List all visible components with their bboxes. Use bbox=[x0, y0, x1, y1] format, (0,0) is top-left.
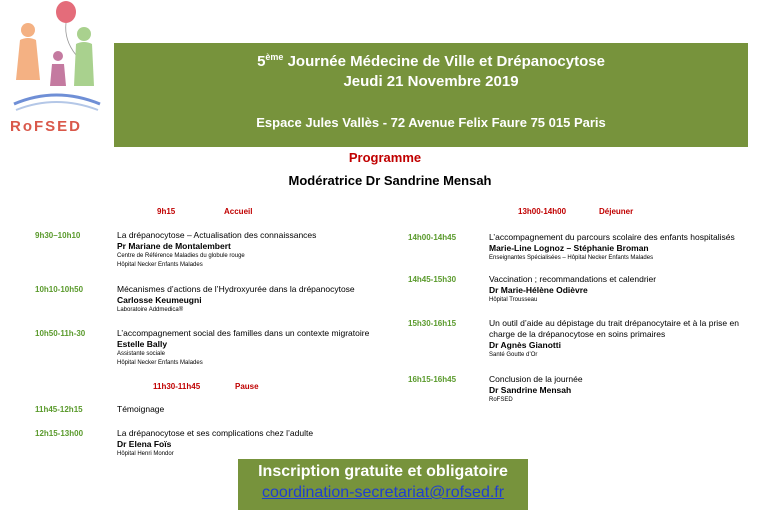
slot-block bbox=[489, 318, 739, 360]
family-balloon-icon bbox=[6, 0, 106, 120]
slot-time: 12h15-13h00 bbox=[35, 429, 84, 438]
welcome-time: 9h15 bbox=[157, 207, 176, 216]
slot-desc: charge de la drépanocytose en soins primaires bbox=[489, 329, 666, 339]
slot-affiliation: RoFSED bbox=[489, 397, 513, 403]
logo-text: RoFSED bbox=[10, 118, 82, 135]
slot-affiliation: Hôpital Necker Enfants Malades bbox=[117, 262, 203, 268]
contact-email-link[interactable]: coordination-secretariat@rofsed.fr bbox=[261, 484, 505, 501]
pause-label: Pause bbox=[235, 382, 259, 391]
slot-speaker: Dr Elena Foïs bbox=[117, 439, 172, 449]
slot-time: 10h50-11h-30 bbox=[35, 329, 86, 338]
slot-desc: Vaccination ; recommandations et calendrier bbox=[489, 274, 657, 284]
slot-desc: L’accompagnement du parcours scolaire des enfants hospitalisés bbox=[489, 232, 735, 242]
slot-desc: Mécanismes d’actions de l’Hydroxyurée dans la drépanocytose bbox=[117, 284, 355, 294]
event-venue: Espace Jules Vallès - 72 Avenue Felix Faure 75 015 Paris bbox=[256, 115, 606, 130]
slot-desc: Un outil d’aide au dépistage du trait drépanocytaire et à la prise en bbox=[489, 318, 739, 328]
program-title: Programme bbox=[348, 150, 422, 165]
slot-speaker: Marie-Line Lognoz – Stéphanie Broman bbox=[489, 243, 649, 253]
slot-time: 14h45-15h30 bbox=[408, 275, 457, 284]
slot-affiliation: Hôpital Necker Enfants Malades bbox=[117, 360, 203, 366]
moderator: Modératrice Dr Sandrine Mensah bbox=[288, 173, 492, 188]
header-banner bbox=[114, 43, 748, 147]
slot-affiliation: Hôpital Trousseau bbox=[489, 297, 538, 303]
slot-time: 9h30–10h10 bbox=[35, 231, 81, 240]
slot-block bbox=[489, 232, 735, 263]
slot-desc: La drépanocytose – Actualisation des connaissances bbox=[117, 230, 317, 240]
slot-block bbox=[117, 230, 316, 270]
slot-desc: Conclusion de la journée bbox=[489, 374, 583, 384]
pause-time: 11h30-11h45 bbox=[153, 382, 201, 391]
slot-affiliation: Santé Goutte d’Or bbox=[489, 352, 538, 358]
slot-speaker: Dr Sandrine Mensah bbox=[489, 385, 572, 395]
slot-affiliation: Enseignantes Spécialisées – Hôpital Necker Enfants Malades bbox=[489, 255, 654, 261]
lunch-label: Déjeuner bbox=[599, 207, 634, 216]
registration-text: Inscription gratuite et obligatoire bbox=[258, 463, 508, 480]
slot-affiliation: Assistante sociale bbox=[117, 351, 166, 357]
slot-affiliation: Laboratoire Addmedica® bbox=[117, 307, 184, 313]
slot-block bbox=[117, 328, 369, 368]
slot-block bbox=[489, 274, 656, 305]
slot-desc: L’accompagnement social des familles dans un contexte migratoire bbox=[117, 328, 370, 338]
slot-speaker: Estelle Bally bbox=[117, 339, 168, 349]
slot-speaker: Dr Marie-Hélène Odièvre bbox=[489, 285, 588, 295]
slot-time: 14h00-14h45 bbox=[408, 233, 457, 242]
slot-block bbox=[117, 428, 313, 459]
slot-time: 11h45-12h15 bbox=[35, 405, 83, 414]
event-date: Jeudi 21 Novembre 2019 bbox=[343, 73, 519, 90]
slot-desc: Témoignage bbox=[117, 404, 165, 414]
slot-time: 16h15-16h45 bbox=[408, 375, 457, 384]
registration-banner bbox=[238, 459, 528, 510]
slot-speaker: Carlosse Keumeugni bbox=[117, 295, 202, 305]
slot-affiliation: Hôpital Henri Mondor bbox=[117, 451, 174, 457]
lunch-time: 13h00-14h00 bbox=[518, 207, 567, 216]
slot-block bbox=[489, 374, 583, 405]
slot-speaker: Dr Agnès Gianotti bbox=[489, 340, 561, 350]
slot-time: 15h30-16h15 bbox=[408, 319, 457, 328]
event-title: 5ème Journée Médecine de Ville et Drépanocytose bbox=[257, 52, 605, 70]
welcome-label: Accueil bbox=[224, 207, 253, 216]
slot-speaker: Pr Mariane de Montalembert bbox=[117, 241, 231, 251]
slot-time: 10h10-10h50 bbox=[35, 285, 84, 294]
slot-desc: La drépanocytose et ses complications chez l’adulte bbox=[117, 428, 314, 438]
slot-affiliation: Centre de Référence Maladies du globule rouge bbox=[117, 253, 245, 259]
slot-block bbox=[117, 284, 355, 315]
